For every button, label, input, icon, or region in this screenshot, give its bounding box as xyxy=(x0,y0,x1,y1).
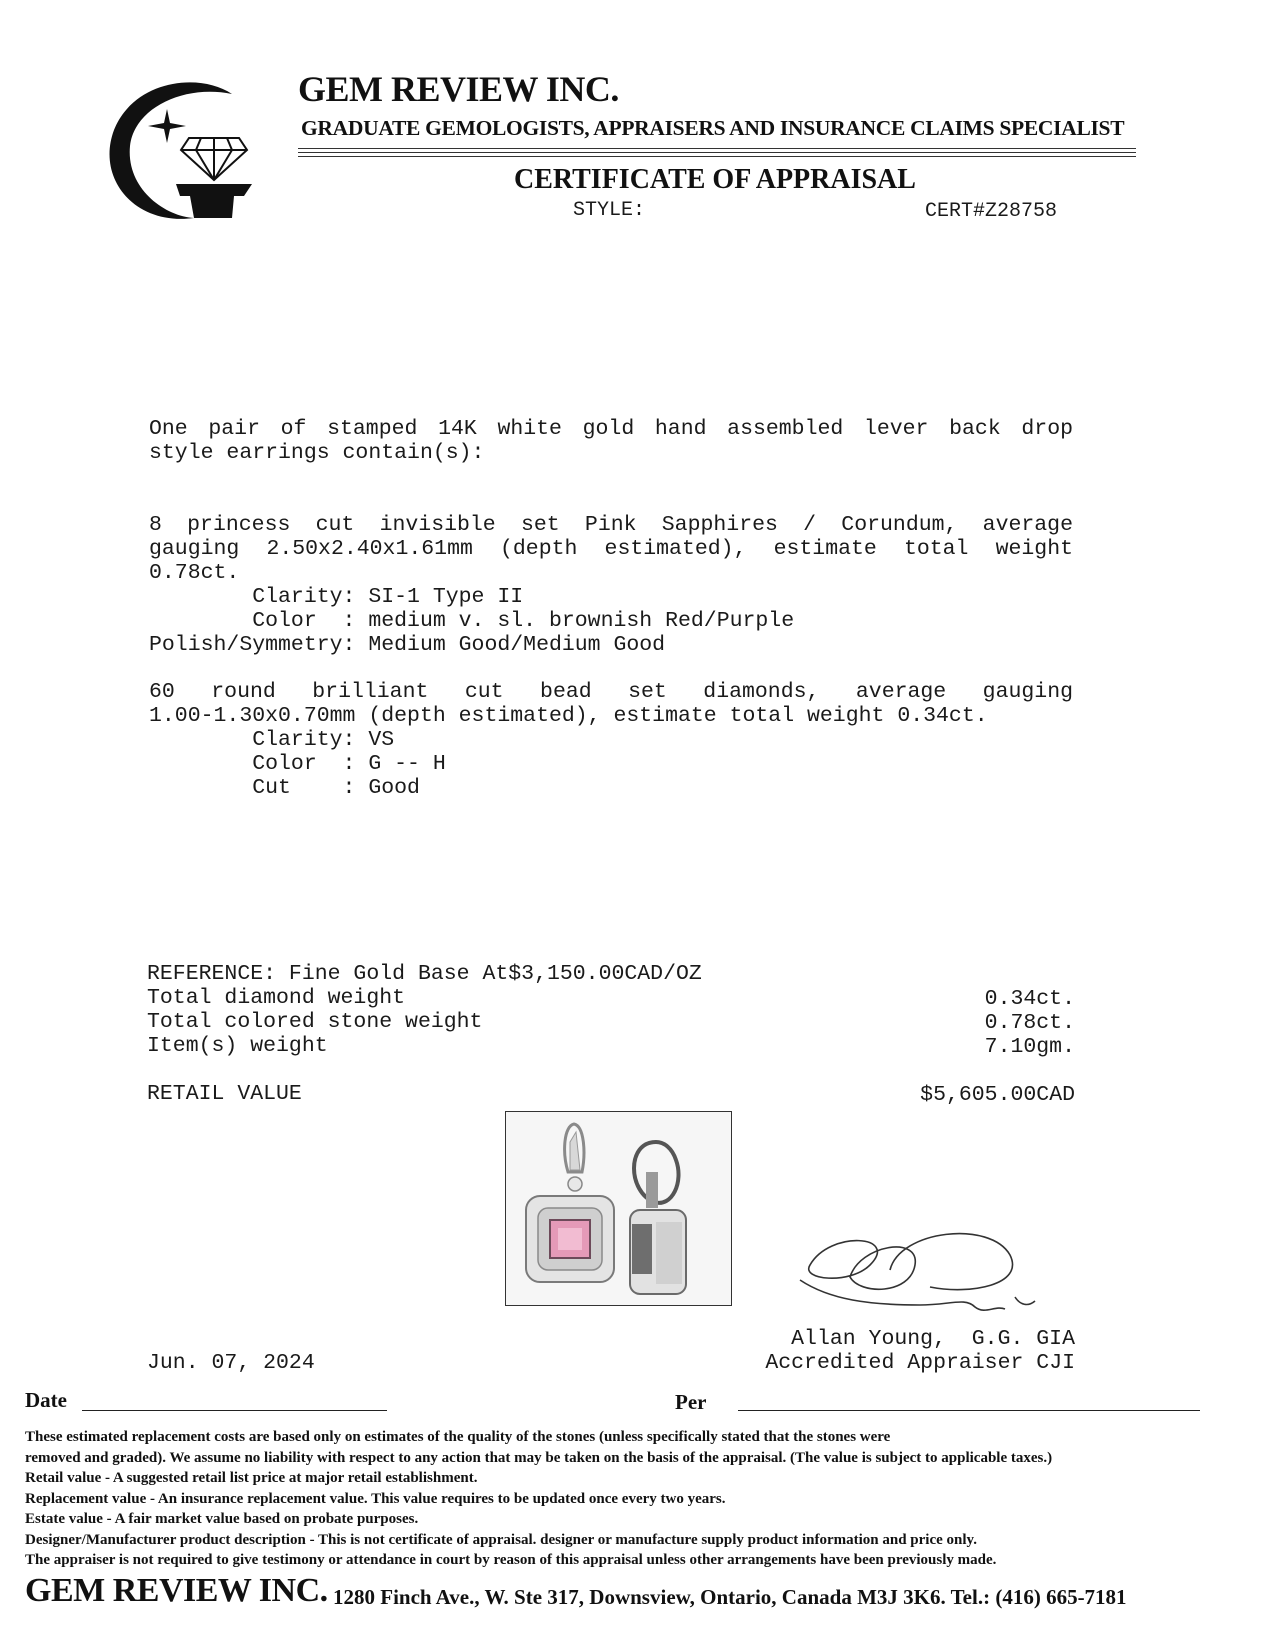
style-label: STYLE: xyxy=(573,199,646,222)
footer-address: 1280 Finch Ave., W. Ste 317, Downsview, Ontario, Canada M3J 3K6. Tel.: (416) 665-7181 xyxy=(333,1585,1127,1609)
diamond-cut: Cut : Good xyxy=(149,776,420,800)
disclaimer-line: Replacement value - An insurance replacement value. This value requires to be updated once every two years. xyxy=(25,1490,726,1507)
per-line xyxy=(738,1410,1200,1411)
diamond-clarity: Clarity: VS xyxy=(149,728,395,752)
summary-value-weight: 7.10gm. xyxy=(984,1035,1075,1059)
cert-number: CERT#Z28758 xyxy=(925,200,1058,223)
retail-value-amount: $5,605.00CAD xyxy=(920,1083,1075,1107)
colored-stone-line-3: 0.78ct. xyxy=(149,561,240,585)
logo-pedestal xyxy=(176,184,252,218)
header-rule-2 xyxy=(298,152,1136,153)
disclaimer-line: The appraiser is not required to give testimony or attendance in court by reason of this appraisal unless other arrangements have been previously made. xyxy=(25,1552,997,1568)
appraiser-credential: Accredited Appraiser CJI xyxy=(765,1351,1075,1375)
description-line-2: style earrings contain(s): xyxy=(149,441,485,465)
disclaimer-line: removed and graded). We assume no liability with respect to any action that may be taken on the basis of the appraisal. (The value is subject to applicable taxes.) xyxy=(25,1449,1053,1466)
disclaimer xyxy=(25,1427,1052,1571)
colored-stone-polish: Polish/Symmetry: Medium Good/Medium Good xyxy=(149,633,666,657)
diamond-color: Color : G -- H xyxy=(149,752,446,776)
company-name: GEM REVIEW INC. xyxy=(298,69,619,109)
product-photo xyxy=(505,1111,732,1306)
summary-value-colored: 0.78ct. xyxy=(984,1011,1075,1035)
footer-company-name: GEM REVIEW INC. xyxy=(25,1572,328,1609)
description-line-1: One pair of stamped 14K white gold hand assembled lever back drop xyxy=(149,417,1073,441)
retail-value-label: RETAIL VALUE xyxy=(147,1082,302,1106)
certificate-title: CERTIFICATE OF APPRAISAL xyxy=(514,164,916,195)
appraiser-signature xyxy=(790,1225,1055,1335)
colored-stone-line-1: 8 princess cut invisible set Pink Sapphires / Corundum, average xyxy=(149,513,1073,537)
disclaimer-line: Retail value - A suggested retail list price at major retail establishment. xyxy=(25,1470,478,1486)
date-line xyxy=(82,1410,387,1411)
colored-stone-color: Color : medium v. sl. brownish Red/Purple xyxy=(149,609,795,633)
header-rule-3 xyxy=(298,156,1136,157)
per-label: Per xyxy=(675,1390,707,1414)
colored-stone-clarity: Clarity: SI-1 Type II xyxy=(149,585,524,609)
disclaimer-line: Designer/Manufacturer product description - This is not certificate of appraisal. designer or manufacture supply product information and price only. xyxy=(25,1531,977,1548)
summary-value-diamond: 0.34ct. xyxy=(984,987,1075,1011)
summary-label-weight: Item(s) weight xyxy=(147,1034,328,1058)
company-logo xyxy=(104,78,254,223)
logo-diamond xyxy=(181,138,247,180)
diamond-line-2: 1.00-1.30x0.70mm (depth estimated), estimate total weight 0.34ct. xyxy=(149,704,988,728)
appraisal-date: Jun. 07, 2024 xyxy=(147,1351,315,1375)
date-label: Date xyxy=(25,1388,67,1412)
colored-stone-line-2: gauging 2.50x2.40x1.61mm (depth estimated), estimate total weight xyxy=(149,537,1073,561)
earrings-image xyxy=(506,1112,731,1305)
disclaimer-line: These estimated replacement costs are based only on estimates of the quality of the stones (unless specifically stated that the stones were xyxy=(25,1429,891,1445)
disclaimer-line: Estate value - A fair market value based on probate purposes. xyxy=(25,1511,419,1527)
appraiser-name: Allan Young, G.G. GIA xyxy=(791,1327,1075,1351)
header-rule-1 xyxy=(298,148,1136,149)
company-tagline: GRADUATE GEMOLOGISTS, APPRAISERS AND INSURANCE CLAIMS SPECIALIST xyxy=(301,116,1125,140)
reference-line: REFERENCE: Fine Gold Base At$3,150.00CAD/OZ xyxy=(147,962,702,986)
summary-label-diamond: Total diamond weight xyxy=(147,986,406,1010)
summary-label-colored: Total colored stone weight xyxy=(147,1010,483,1034)
logo-sparkle xyxy=(148,109,186,143)
diamond-line-1: 60 round brilliant cut bead set diamonds, average gauging xyxy=(149,680,1073,704)
